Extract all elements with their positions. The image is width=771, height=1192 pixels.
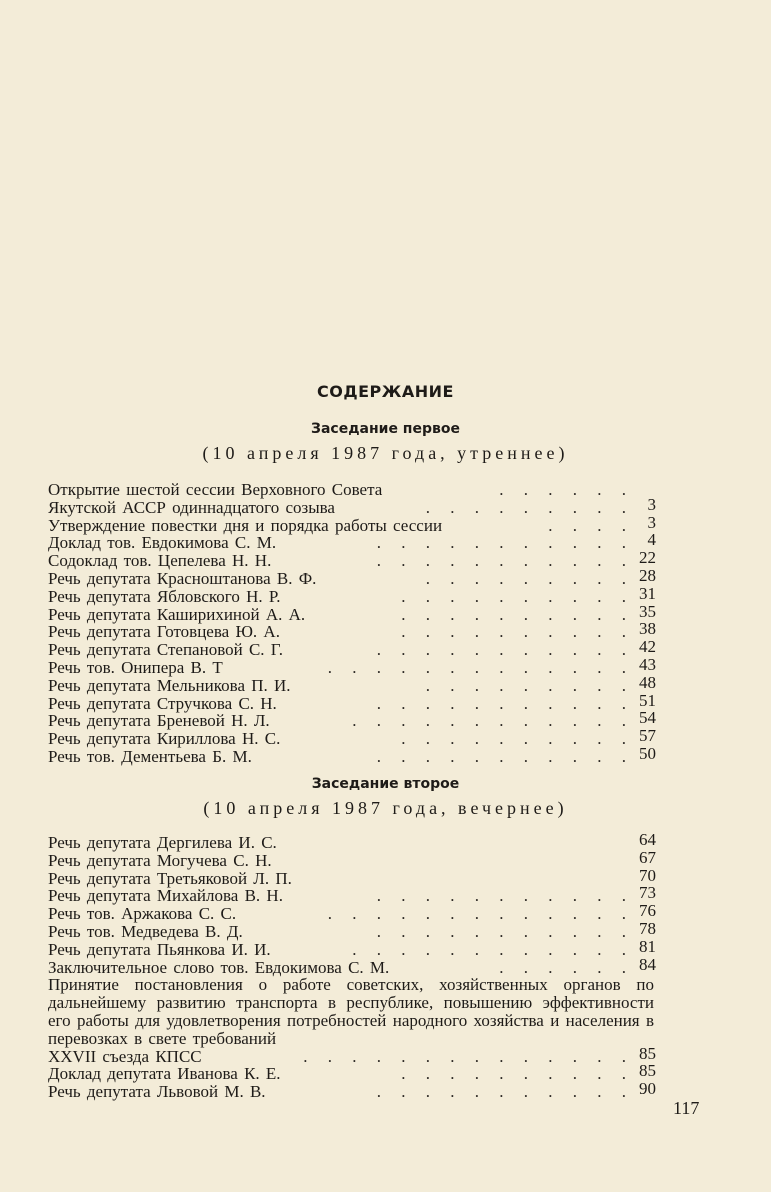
toc-entry (48, 918, 656, 941)
leader-dots: . . . . . . . . . . . (376, 746, 634, 766)
leader-dots: . . . . . . . . . (425, 497, 634, 517)
toc-entry-page: 85 (639, 1043, 656, 1063)
leader-dots: . . . . (548, 515, 634, 535)
toc-entry-label: Речь тов. Аржакова С. С. (48, 904, 237, 924)
toc-entry (48, 726, 656, 749)
toc-entry-page: 3 (647, 494, 656, 514)
leader-dots: . . . . . . . . . (425, 675, 634, 695)
toc-entry-page: 4 (647, 530, 656, 550)
toc-entry-page: 70 (639, 865, 656, 885)
toc-entry-page: 48 (639, 672, 656, 692)
toc-entry-label: Якутской АССР одиннадцатого созыва (48, 497, 335, 517)
toc-entry (48, 1079, 656, 1102)
toc-entry-label: Заключительное слово тов. Евдокимова С. М. (48, 957, 390, 977)
session-1-subheading: (10 апреля 1987 года, утреннее) (202, 443, 569, 463)
toc-entry (48, 654, 656, 677)
leader-dots: . . . . . . (499, 957, 634, 977)
toc-entry-label: Утверждение повестки дня и порядка работы сессии (48, 515, 443, 535)
toc-entry-page: 22 (639, 548, 656, 568)
leader-dots: . . . . . . . . . . (401, 1064, 634, 1084)
toc-entry-label: Речь депутата Красноштанова В. Ф. (48, 568, 317, 588)
toc-entry (48, 637, 656, 660)
toc-entry-label: Речь тов. Дементьева Б. М. (48, 746, 252, 766)
toc-entry-label: Речь тов. Медведева В. Д. (48, 921, 243, 941)
toc-entry (48, 847, 656, 870)
leader-dots: . . . . . . . . . . . (376, 921, 634, 941)
toc-entry (48, 583, 656, 606)
leader-dots: . . . . . . . . . . . . . (327, 657, 634, 677)
toc-entry-page: 38 (639, 619, 656, 639)
toc-entry-page: 28 (639, 565, 656, 585)
toc-entry (48, 672, 656, 695)
toc-entry (48, 954, 656, 977)
toc-entry-page: 73 (639, 883, 656, 903)
toc-entry (48, 690, 656, 713)
toc-entry-label: Речь депутата Готовцева Ю. А. (48, 622, 280, 642)
leader-dots: . . . . . . . . . . (401, 622, 634, 642)
session-2-subheading: (10 апреля 1987 года, вечернее) (203, 798, 568, 818)
leader-dots: . . . . . . . . . . . (376, 533, 634, 553)
toc-entry (48, 494, 656, 517)
toc-entry-label: XXVII съезда КПСС (48, 1046, 202, 1066)
toc-entry-label: Речь депутата Ябловского Н. Р. (48, 586, 281, 606)
toc-entry-label: Доклад депутата Иванова К. Е. (48, 1064, 281, 1084)
toc-entry (48, 565, 656, 588)
toc-entry-label: Речь тов. Онипера В. Т (48, 657, 223, 677)
toc-entry-label: Речь депутата Бреневой Н. Л. (48, 711, 270, 731)
toc-entry (48, 548, 656, 571)
toc-entry-label: Речь депутата Пьянкова И. И. (48, 939, 271, 959)
toc-entry (48, 708, 656, 731)
toc-entry-label: Речь депутата Мельникова П. И. (48, 675, 291, 695)
toc-entry (48, 481, 656, 499)
toc-entry (48, 512, 656, 535)
session-2-heading: Заседание второе (311, 776, 460, 792)
toc-entry (48, 830, 656, 852)
leader-dots: . . . . . . . . . . . . . . (303, 1046, 634, 1066)
leader-dots: . . . . . . . . . (425, 568, 634, 588)
toc-entry-page: 90 (639, 1079, 656, 1099)
leader-dots: . . . . . . . . . . (401, 604, 634, 624)
session-2-toc (48, 830, 656, 1102)
toc-entry (48, 865, 656, 888)
toc-entry-page: 42 (639, 637, 656, 657)
toc-entry-page: 76 (639, 901, 656, 921)
toc-entry-label: Речь депутата Михайлова В. Н. (48, 886, 283, 906)
toc-entry (48, 1061, 656, 1084)
toc-entry-label: Речь депутата Дергилева И. С. (48, 833, 277, 852)
toc-entry-label: Речь депутата Третьяковой Л. П. (48, 868, 292, 888)
leader-dots: . . . . . . . . . . . (376, 693, 634, 713)
toc-entry-page: 85 (639, 1061, 656, 1081)
leader-dots: . . . . . . . . . . . . (352, 939, 634, 959)
toc-entry-page: 50 (639, 743, 656, 763)
toc-entry (48, 936, 656, 959)
session-1-heading: Заседание первое (311, 421, 460, 437)
leader-dots: . . . . . . . . . . . (376, 551, 634, 571)
toc-entry (48, 601, 656, 624)
toc-entry-page: 84 (639, 954, 656, 974)
contents-title: СОДЕРЖАНИЕ (317, 382, 454, 401)
leader-dots: . . . . . . . . . . (401, 586, 634, 606)
page-number: 117 (673, 1098, 700, 1118)
toc-entry-page: 67 (639, 847, 656, 867)
toc-entry (48, 883, 656, 906)
toc-entry (48, 1043, 656, 1066)
toc-entry-label: Открытие шестой сессии Верховного Совета (48, 480, 383, 499)
toc-entry (48, 901, 656, 924)
leader-dots: . . . . . . . . . . . (376, 1082, 634, 1102)
toc-entry-label: Речь депутата Каширихиной А. А. (48, 604, 306, 624)
toc-entry (48, 530, 656, 553)
toc-entry (48, 619, 656, 642)
toc-entry-page: 81 (639, 936, 656, 956)
session-1-toc (48, 481, 656, 766)
toc-entry-page: 64 (639, 830, 656, 849)
leader-dots: . . . . . . . . . . (401, 729, 634, 749)
toc-entry-label: Содоклад тов. Цепелева Н. Н. (48, 551, 272, 571)
toc-entry (48, 743, 656, 766)
leader-dots: . . . . . . . . . . . . (352, 711, 634, 731)
leader-dots: . . . . . . (499, 480, 634, 499)
toc-entry-label: Речь депутата Львовой М. В. (48, 1082, 266, 1102)
toc-entry-page: 57 (639, 726, 656, 746)
toc-entry-page: 78 (639, 918, 656, 938)
leader-dots: . . . . . . . . . . . . . (327, 904, 634, 924)
toc-entry-label: Речь депутата Степановой С. Г. (48, 640, 283, 660)
leader-dots: . . . . . . . . . . . (376, 886, 634, 906)
toc-entry-label: Речь депутата Стручкова С. Н. (48, 693, 277, 713)
resolution-paragraph: Принятие постановления о работе советских, хозяйственных органов по дальнейшему развитию транспорта в республике, повышению эффективности его работы для удовлетворения потребностей народного хозяйства и населения в перевозках в свете требований (48, 975, 654, 1048)
toc-entry-page: 3 (647, 512, 656, 532)
toc-entry-page: 51 (639, 690, 656, 710)
toc-entry-page: 31 (639, 583, 656, 603)
toc-entry-label: Доклад тов. Евдокимова С. М. (48, 533, 277, 553)
toc-entry-label: Речь депутата Могучева С. Н. (48, 850, 272, 870)
leader-dots: . . . . . . . . . . . (376, 640, 634, 660)
toc-entry-page: 54 (639, 708, 656, 728)
toc-entry-label: Речь депутата Кириллова Н. С. (48, 729, 281, 749)
toc-entry-page: 43 (639, 654, 656, 674)
toc-entry-page: 35 (639, 601, 656, 621)
